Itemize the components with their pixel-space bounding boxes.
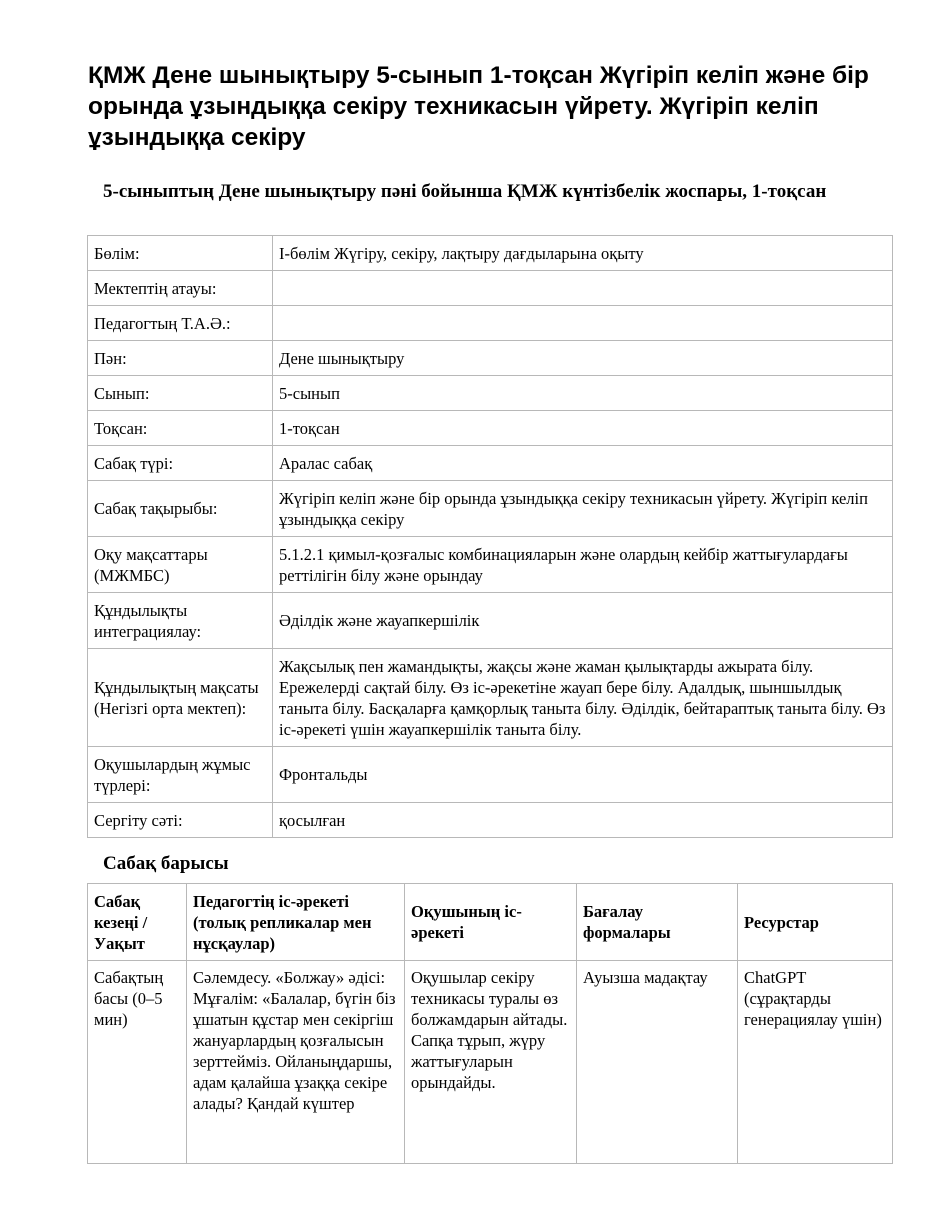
- row-label: Тоқсан:: [88, 411, 273, 446]
- table-row: [88, 747, 893, 803]
- teacher-activity-cell: Сәлемдесу. «Болжау» әдісі: Мұғалім: «Балалар, бүгін біз ұшатын құстар мен секіргіш жануарлардың қозғалысын зерттейміз. Ойланыңдаршы, адам қалайша ұзаққа секіре алады? Қандай күштер: [187, 961, 405, 1164]
- row-label: Құндылықтың мақсаты (Негізгі орта мектеп):: [88, 649, 273, 747]
- table-row: [88, 649, 893, 747]
- plan-heading: 5-сыныптың Дене шынықтыру пәні бойынша ҚМЖ күнтізбелік жоспары, 1-тоқсан: [103, 181, 827, 202]
- table-row: [88, 446, 893, 481]
- row-value: I-бөлім Жүгіру, секіру, лақтыру дағдыларына оқыту: [273, 236, 893, 271]
- table-row: [88, 236, 893, 271]
- row-label: Сабақ түрі:: [88, 446, 273, 481]
- table-row: [88, 537, 893, 593]
- column-header-stage: Сабақ кезеңі / Уақыт: [88, 884, 187, 961]
- table-row: [88, 481, 893, 537]
- assessment-cell: Ауызша мадақтау: [577, 961, 738, 1164]
- column-header-student-activity: Оқушының іс-әрекеті: [405, 884, 577, 961]
- row-value: Дене шынықтыру: [273, 341, 893, 376]
- document-title: ҚМЖ Дене шынықтыру 5-сынып 1-тоқсан Жүгіріп келіп және бір орында ұзындыққа секіру техникасын үйрету. Жүгіріп келіп ұзындыққа секіру: [88, 62, 869, 151]
- row-label: Пән:: [88, 341, 273, 376]
- row-label: Оқушылардың жұмыс түрлері:: [88, 747, 273, 803]
- table-row: [88, 341, 893, 376]
- row-value: 5.1.2.1 қимыл-қозғалыс комбинацияларын және олардың кейбір жаттығулардағы реттілігін білу және орындау: [273, 537, 893, 593]
- student-activity-cell: Оқушылар секіру техникасы туралы өз болжамдарын айтады. Сапқа тұрып, жүру жаттығуларын орындайды.: [405, 961, 577, 1164]
- row-value: 5-сынып: [273, 376, 893, 411]
- table-row: [88, 411, 893, 446]
- table-row: [88, 271, 893, 306]
- row-value: Аралас сабақ: [273, 446, 893, 481]
- info-table: [87, 235, 893, 838]
- stage-cell: Сабақтың басы (0–5 мин): [88, 961, 187, 1164]
- row-value: [273, 271, 893, 306]
- table-row: [88, 376, 893, 411]
- lesson-process-table: [87, 883, 893, 1164]
- lesson-process-heading: Сабақ барысы: [103, 853, 229, 874]
- column-header-teacher-activity: Педагогтің іс-әрекеті (толық репликалар мен нұсқаулар): [187, 884, 405, 961]
- row-label: Оқу мақсаттары (МЖМБС): [88, 537, 273, 593]
- column-header-assessment: Бағалау формалары: [577, 884, 738, 961]
- row-label: Сергіту сәті:: [88, 803, 273, 838]
- row-label: Құндылықты интеграциялау:: [88, 593, 273, 649]
- row-value: Фронтальды: [273, 747, 893, 803]
- row-label: Сынып:: [88, 376, 273, 411]
- resources-cell: ChatGPT (сұрақтарды генерациялау үшін): [738, 961, 893, 1164]
- column-header-resources: Ресурстар: [738, 884, 893, 961]
- row-label: Сабақ тақырыбы:: [88, 481, 273, 537]
- row-label: Мектептің атауы:: [88, 271, 273, 306]
- table-header-row: [88, 884, 893, 961]
- row-value: 1-тоқсан: [273, 411, 893, 446]
- row-value: Әділдік және жауапкершілік: [273, 593, 893, 649]
- row-value: қосылған: [273, 803, 893, 838]
- table-row: [88, 593, 893, 649]
- table-row: [88, 803, 893, 838]
- row-value: Жақсылық пен жамандықты, жақсы және жаман қылықтарды ажырата білу. Ережелерді сақтай білу. Өз іс-әрекетіне жауап бере білу. Адалдық, шыншылдық таныта білу. Басқаларға қамқорлық таныта білу. Әділдік, бейтараптық таныта білу. Өз іс-әрекеті үшін жауапкершілік таныта білу.: [273, 649, 893, 747]
- row-value: Жүгіріп келіп және бір орында ұзындыққа секіру техникасын үйрету. Жүгіріп келіп ұзындыққа секіру: [273, 481, 893, 537]
- table-row: [88, 306, 893, 341]
- row-label: Педагогтың Т.А.Ә.:: [88, 306, 273, 341]
- table-row: [88, 961, 893, 1164]
- row-label: Бөлім:: [88, 236, 273, 271]
- row-value: [273, 306, 893, 341]
